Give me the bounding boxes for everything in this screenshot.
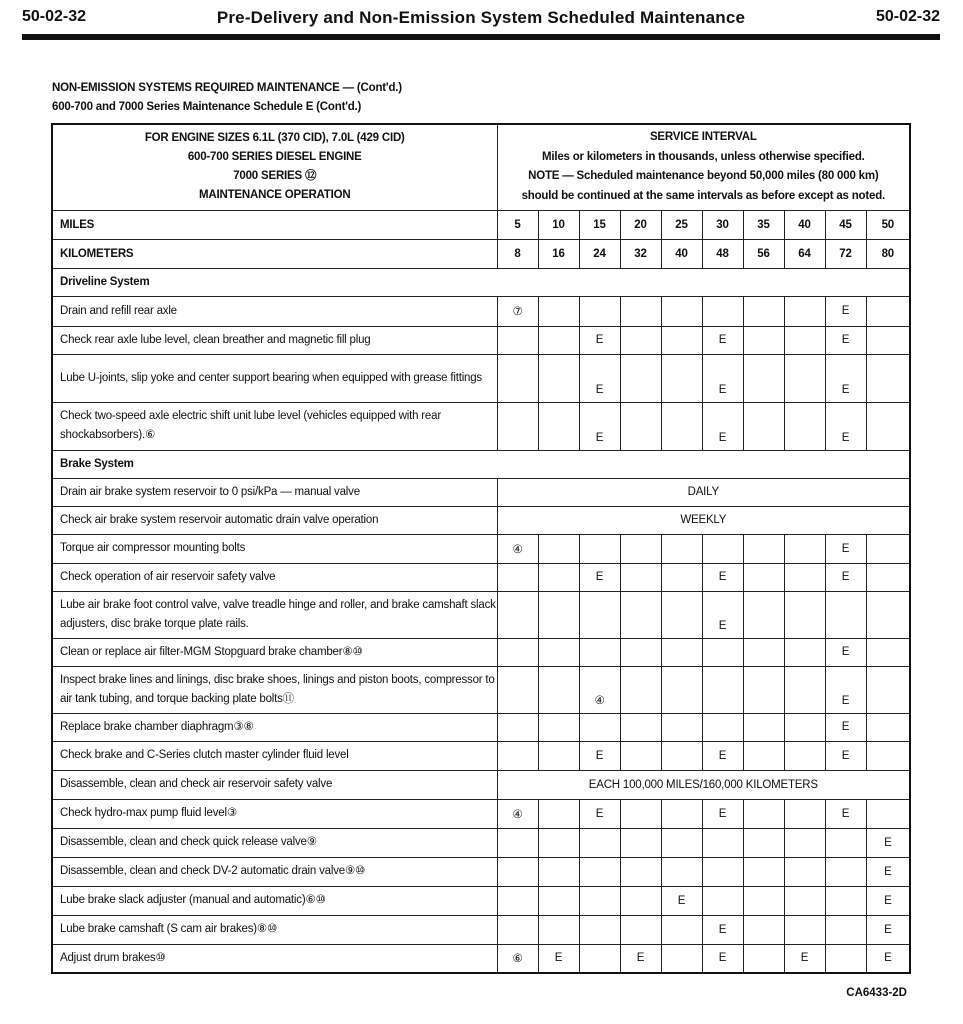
interval-cell [866, 563, 910, 591]
interval-cell [784, 296, 825, 326]
figure-code: CA6433-2D [846, 987, 907, 999]
kilometers-interval-cell: 24 [579, 239, 620, 268]
page-header [22, 8, 940, 32]
interval-cell: E [825, 666, 866, 713]
table-row [52, 713, 910, 741]
interval-cell [620, 741, 661, 770]
interval-cell: E [825, 741, 866, 770]
interval-cell [661, 741, 702, 770]
interval-cell [866, 296, 910, 326]
interval-cell [538, 799, 579, 828]
interval-cell [784, 915, 825, 944]
interval-span-text: DAILY [497, 478, 910, 506]
interval-cell [538, 563, 579, 591]
kilometers-interval-cell: 56 [743, 239, 784, 268]
table-row [52, 591, 910, 638]
operation-label: Disassemble, clean and check air reservoir safety valve [52, 770, 497, 799]
interval-cell [866, 666, 910, 713]
operation-label: Lube brake camshaft (S cam air brakes)⑧⑩ [52, 915, 497, 944]
interval-cell [743, 591, 784, 638]
interval-cell [497, 354, 538, 402]
kilometers-interval-cell: 8 [497, 239, 538, 268]
interval-cell [661, 799, 702, 828]
interval-cell [620, 296, 661, 326]
maintenance-schedule-table [51, 123, 911, 974]
table-row [52, 915, 910, 944]
interval-cell: ⑦ [497, 296, 538, 326]
interval-cell [702, 713, 743, 741]
table-row [52, 666, 910, 713]
interval-cell [620, 534, 661, 563]
interval-cell [538, 713, 579, 741]
table-row [52, 534, 910, 563]
interval-cell [825, 944, 866, 973]
interval-cell: E [825, 326, 866, 354]
interval-cell [579, 857, 620, 886]
interval-cell [661, 296, 702, 326]
interval-cell: E [579, 326, 620, 354]
interval-cell [743, 402, 784, 450]
interval-cell [866, 354, 910, 402]
kilometers-interval-cell: 32 [620, 239, 661, 268]
kilometers-interval-cell: 72 [825, 239, 866, 268]
interval-cell: E [866, 857, 910, 886]
interval-span-text: EACH 100,000 MILES/160,000 KILOMETERS [497, 770, 910, 799]
miles-interval-cell: 25 [661, 210, 702, 239]
interval-span-text: WEEKLY [497, 506, 910, 534]
engine-header-cell [52, 124, 497, 210]
interval-cell [497, 326, 538, 354]
interval-cell: E [702, 915, 743, 944]
interval-cell: E [825, 402, 866, 450]
miles-row [52, 210, 910, 239]
interval-cell: E [702, 741, 743, 770]
interval-cell: E [825, 799, 866, 828]
service-header-line: should be continued at the same intervals as before except as noted. [521, 189, 886, 202]
interval-cell [538, 326, 579, 354]
interval-cell: E [702, 326, 743, 354]
interval-cell [743, 638, 784, 666]
interval-cell: ④ [497, 534, 538, 563]
interval-cell [497, 741, 538, 770]
kilometers-label: KILOMETERS [52, 239, 497, 268]
interval-cell: E [620, 944, 661, 973]
interval-cell [661, 591, 702, 638]
interval-cell [743, 326, 784, 354]
interval-cell [620, 886, 661, 915]
interval-cell [620, 857, 661, 886]
interval-cell: E [784, 944, 825, 973]
interval-cell [497, 828, 538, 857]
interval-cell [497, 915, 538, 944]
interval-cell [538, 591, 579, 638]
operation-label: Check two-speed axle electric shift unit lube level (vehicles equipped with rear shockabsorbers).⑥ [52, 402, 497, 450]
interval-cell: E [825, 563, 866, 591]
interval-cell: ④ [579, 666, 620, 713]
interval-cell [784, 799, 825, 828]
interval-cell [620, 666, 661, 713]
interval-cell [702, 857, 743, 886]
interval-cell [743, 354, 784, 402]
interval-cell: E [579, 563, 620, 591]
interval-cell: E [579, 402, 620, 450]
interval-cell [825, 857, 866, 886]
miles-interval-cell: 10 [538, 210, 579, 239]
operation-label: Torque air compressor mounting bolts [52, 534, 497, 563]
interval-cell [743, 857, 784, 886]
operation-label: Check air brake system reservoir automatic drain valve operation [52, 506, 497, 534]
interval-cell [866, 326, 910, 354]
interval-cell [743, 915, 784, 944]
miles-interval-cell: 50 [866, 210, 910, 239]
interval-cell [661, 354, 702, 402]
interval-cell [702, 534, 743, 563]
interval-cell [743, 741, 784, 770]
kilometers-interval-cell: 48 [702, 239, 743, 268]
interval-cell [497, 713, 538, 741]
interval-cell [538, 354, 579, 402]
interval-cell: E [866, 886, 910, 915]
interval-cell [825, 828, 866, 857]
operation-label: Clean or replace air filter-MGM Stopguard brake chamber⑧⑩ [52, 638, 497, 666]
interval-cell [620, 591, 661, 638]
interval-cell [538, 638, 579, 666]
operation-label: Replace brake chamber diaphragm③⑧ [52, 713, 497, 741]
operation-label: Check brake and C-Series clutch master cylinder fluid level [52, 741, 497, 770]
service-header-line: NOTE — Scheduled maintenance beyond 50,000 miles (80 000 km) [528, 170, 879, 183]
interval-cell [661, 713, 702, 741]
interval-cell: E [866, 828, 910, 857]
table-row [52, 857, 910, 886]
interval-cell [784, 713, 825, 741]
header-rule [22, 34, 940, 40]
interval-cell: E [579, 741, 620, 770]
interval-cell [784, 563, 825, 591]
miles-interval-cell: 35 [743, 210, 784, 239]
miles-interval-cell: 45 [825, 210, 866, 239]
interval-cell [497, 857, 538, 886]
interval-cell: E [825, 638, 866, 666]
table-row [52, 770, 910, 799]
interval-cell [579, 915, 620, 944]
service-header-line: Miles or kilometers in thousands, unless otherwise specified. [541, 150, 865, 163]
section-row [52, 450, 910, 478]
table-row [52, 944, 910, 973]
interval-cell [743, 828, 784, 857]
interval-cell [661, 828, 702, 857]
interval-cell: E [866, 944, 910, 973]
interval-cell [743, 666, 784, 713]
interval-cell [620, 799, 661, 828]
page-number-right: 50-02-32 [875, 8, 940, 25]
interval-cell: E [579, 799, 620, 828]
table-row [52, 741, 910, 770]
interval-cell [538, 296, 579, 326]
table-header-row [52, 124, 910, 210]
interval-cell: E [702, 402, 743, 450]
operation-label: Inspect brake lines and linings, disc brake shoes, linings and piston boots, compressor to air tank tubing, and torque backing plate bolts⑪ [52, 666, 497, 713]
interval-cell [743, 296, 784, 326]
interval-cell [620, 713, 661, 741]
interval-cell [661, 915, 702, 944]
engine-header-line: 600-700 SERIES DIESEL ENGINE [187, 151, 362, 164]
table-row [52, 828, 910, 857]
interval-cell [784, 591, 825, 638]
section-label: Driveline System [52, 268, 910, 296]
interval-cell [497, 638, 538, 666]
interval-cell [784, 741, 825, 770]
interval-cell [620, 828, 661, 857]
interval-cell [866, 799, 910, 828]
interval-cell [743, 944, 784, 973]
interval-cell [743, 563, 784, 591]
interval-cell [661, 944, 702, 973]
table-row [52, 402, 910, 450]
interval-cell [538, 741, 579, 770]
interval-cell: E [702, 799, 743, 828]
kilometers-interval-cell: 64 [784, 239, 825, 268]
miles-interval-cell: 20 [620, 210, 661, 239]
interval-cell [497, 666, 538, 713]
interval-cell [497, 591, 538, 638]
interval-cell [579, 944, 620, 973]
page-number-left: 50-02-32 [22, 8, 87, 25]
interval-cell [579, 886, 620, 915]
interval-cell [538, 402, 579, 450]
interval-cell: E [579, 354, 620, 402]
miles-interval-cell: 30 [702, 210, 743, 239]
interval-cell [702, 828, 743, 857]
interval-cell [784, 354, 825, 402]
operation-label: Lube air brake foot control valve, valve treadle hinge and roller, and brake camshaft slack adjusters, disc brake torque plate rails. [52, 591, 497, 638]
operation-label: Adjust drum brakes⑩ [52, 944, 497, 973]
operation-label: Drain and refill rear axle [52, 296, 497, 326]
miles-interval-cell: 5 [497, 210, 538, 239]
miles-interval-cell: 40 [784, 210, 825, 239]
interval-cell [866, 402, 910, 450]
interval-cell [620, 354, 661, 402]
section-row [52, 268, 910, 296]
operation-label: Disassemble, clean and check quick release valve⑨ [52, 828, 497, 857]
interval-cell [702, 666, 743, 713]
section-subtitle: NON-EMISSION SYSTEMS REQUIRED MAINTENANCE — (Cont'd.) [52, 82, 402, 94]
operation-label: Disassemble, clean and check DV-2 automatic drain valve⑨⑩ [52, 857, 497, 886]
interval-cell [866, 591, 910, 638]
interval-cell [866, 638, 910, 666]
engine-header-line: 7000 SERIES ⑫ [233, 170, 317, 183]
interval-cell [620, 402, 661, 450]
table-row [52, 354, 910, 402]
interval-cell [620, 915, 661, 944]
miles-interval-cell: 15 [579, 210, 620, 239]
table-row [52, 326, 910, 354]
interval-cell [866, 713, 910, 741]
kilometers-row [52, 239, 910, 268]
section-label: Brake System [52, 450, 910, 478]
interval-cell: E [538, 944, 579, 973]
interval-cell: E [702, 591, 743, 638]
service-interval-header-cell [497, 124, 910, 210]
interval-cell [661, 402, 702, 450]
table-row [52, 886, 910, 915]
table-row [52, 799, 910, 828]
table-row [52, 478, 910, 506]
interval-cell [661, 563, 702, 591]
interval-cell: E [825, 534, 866, 563]
interval-cell: E [866, 915, 910, 944]
miles-label: MILES [52, 210, 497, 239]
interval-cell [784, 638, 825, 666]
interval-cell [579, 296, 620, 326]
engine-header-line: MAINTENANCE OPERATION [199, 189, 351, 202]
interval-cell [784, 886, 825, 915]
interval-cell [538, 886, 579, 915]
interval-cell [661, 857, 702, 886]
interval-cell [579, 713, 620, 741]
interval-cell [661, 326, 702, 354]
interval-cell [497, 886, 538, 915]
interval-cell: E [702, 354, 743, 402]
interval-cell [620, 326, 661, 354]
interval-cell [825, 915, 866, 944]
interval-cell [538, 915, 579, 944]
table-row [52, 506, 910, 534]
interval-cell [538, 828, 579, 857]
table-row [52, 296, 910, 326]
interval-cell [661, 638, 702, 666]
interval-cell [702, 638, 743, 666]
interval-cell [743, 799, 784, 828]
interval-cell [784, 828, 825, 857]
operation-label: Lube brake slack adjuster (manual and automatic)⑥⑩ [52, 886, 497, 915]
interval-cell [620, 638, 661, 666]
interval-cell [784, 534, 825, 563]
interval-cell: ⑥ [497, 944, 538, 973]
interval-cell [620, 563, 661, 591]
interval-cell [743, 886, 784, 915]
engine-header-line: FOR ENGINE SIZES 6.1L (370 CID), 7.0L (429 CID) [144, 132, 405, 145]
interval-cell: E [825, 354, 866, 402]
interval-cell [743, 713, 784, 741]
interval-cell [784, 666, 825, 713]
interval-cell [866, 534, 910, 563]
interval-cell [825, 591, 866, 638]
interval-cell [538, 857, 579, 886]
service-header-line: SERVICE INTERVAL [649, 131, 757, 144]
operation-label: Lube U-joints, slip yoke and center support bearing when equipped with grease fittings [52, 354, 497, 402]
interval-cell [866, 741, 910, 770]
operation-label: Check operation of air reservoir safety valve [52, 563, 497, 591]
table-body [52, 268, 910, 973]
interval-cell [538, 666, 579, 713]
interval-cell [784, 402, 825, 450]
kilometers-interval-cell: 80 [866, 239, 910, 268]
interval-cell [497, 563, 538, 591]
interval-cell [497, 402, 538, 450]
interval-cell: E [825, 713, 866, 741]
operation-label: Check hydro-max pump fluid level③ [52, 799, 497, 828]
interval-cell [538, 534, 579, 563]
interval-cell: E [702, 563, 743, 591]
interval-cell [661, 666, 702, 713]
interval-cell [579, 638, 620, 666]
interval-cell [579, 534, 620, 563]
interval-cell [784, 326, 825, 354]
interval-cell: E [661, 886, 702, 915]
interval-cell [825, 886, 866, 915]
table-row [52, 638, 910, 666]
interval-cell [579, 591, 620, 638]
table-row [52, 563, 910, 591]
operation-label: Check rear axle lube level, clean breather and magnetic fill plug [52, 326, 497, 354]
interval-cell [702, 296, 743, 326]
page-title: Pre-Delivery and Non-Emission System Scheduled Maintenance [216, 8, 746, 27]
interval-cell [743, 534, 784, 563]
interval-cell [661, 534, 702, 563]
operation-label: Drain air brake system reservoir to 0 psi/kPa — manual valve [52, 478, 497, 506]
kilometers-interval-cell: 16 [538, 239, 579, 268]
interval-cell: ④ [497, 799, 538, 828]
interval-cell: E [702, 944, 743, 973]
interval-cell: E [825, 296, 866, 326]
kilometers-interval-cell: 40 [661, 239, 702, 268]
interval-cell [784, 857, 825, 886]
interval-cell [702, 886, 743, 915]
schedule-subtitle: 600-700 and 7000 Series Maintenance Schedule E (Cont'd.) [52, 101, 362, 113]
interval-cell [579, 828, 620, 857]
